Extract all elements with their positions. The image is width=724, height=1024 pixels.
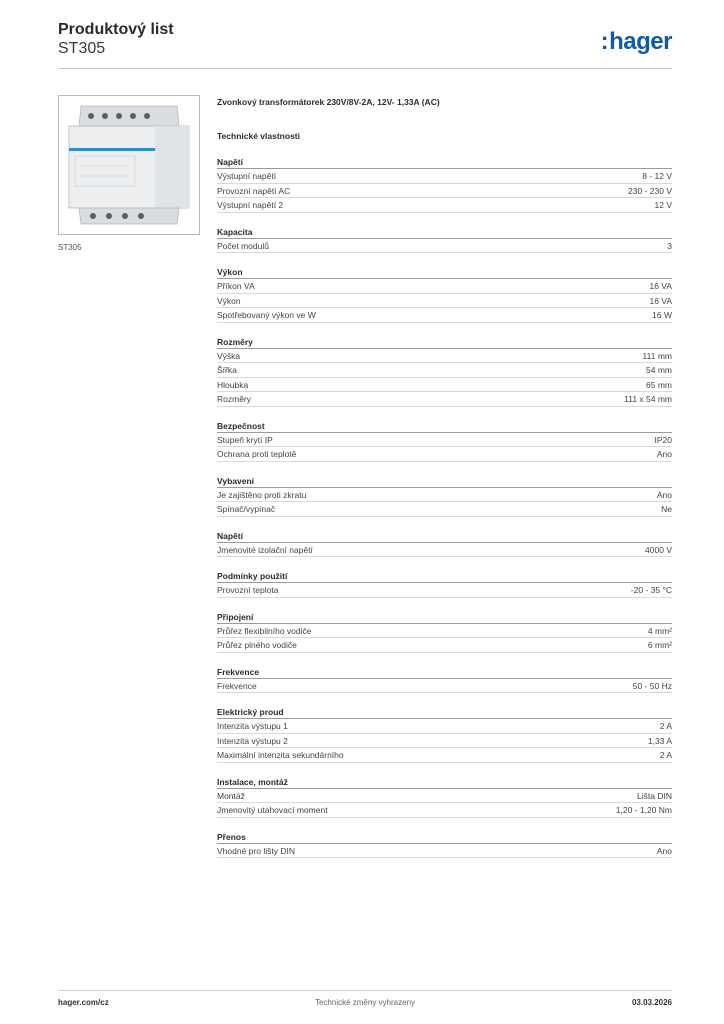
product-caption: ST305 <box>58 243 82 252</box>
hager-logo: :hager <box>600 28 672 55</box>
footer-website: hager.com/cz <box>58 998 109 1007</box>
spec-row <box>217 502 672 517</box>
spec-value: 1,20 - 1,20 Nm <box>615 805 672 815</box>
spec-label: Spotřebovaný výkon ve W <box>217 310 316 320</box>
footer-disclaimer: Technické změny vyhrazeny <box>314 998 416 1007</box>
spec-label: Rozměry <box>217 394 252 404</box>
spec-section <box>217 610 672 653</box>
spec-value: 1,33 A <box>647 735 672 746</box>
spec-row <box>217 488 672 503</box>
spec-label: Ochrana proti teplotě <box>217 449 297 459</box>
spec-row <box>217 184 672 199</box>
spec-section <box>217 474 672 517</box>
section-title: Frekvence <box>217 665 672 679</box>
spec-label: Průřez plného vodiče <box>217 640 297 650</box>
spec-section <box>217 225 672 254</box>
tech-properties-heading: Technické vlastnosti <box>217 131 300 141</box>
spec-section <box>217 705 672 763</box>
spec-value: 111 x 54 mm <box>624 394 672 404</box>
spec-label: Frekvence <box>217 680 257 691</box>
spec-label: Maximální intenzita sekundárního <box>217 750 344 760</box>
spec-row <box>217 349 672 364</box>
spec-row <box>217 624 672 639</box>
spec-row <box>217 789 672 804</box>
spec-row <box>217 169 672 184</box>
page-footer <box>58 998 672 1010</box>
footer-divider <box>58 990 672 991</box>
section-title: Výkon <box>217 265 672 279</box>
spec-value: Ano <box>656 489 672 500</box>
spec-value: 4000 V <box>645 544 672 555</box>
spec-label: Intenzita výstupu 1 <box>217 721 288 731</box>
section-title: Přenos <box>217 830 672 844</box>
section-title: Podmínky použití <box>217 569 672 583</box>
spec-value: 111 mm <box>642 350 672 361</box>
spec-row <box>217 279 672 294</box>
spec-row <box>217 363 672 378</box>
spec-sections <box>217 155 672 858</box>
spec-row <box>217 734 672 749</box>
spec-label: Provozní teplota <box>217 585 279 595</box>
spec-label: Jmenovitý utahovací moment <box>217 805 328 815</box>
spec-section <box>217 335 672 407</box>
spec-section <box>217 830 672 859</box>
spec-section <box>217 569 672 598</box>
spec-row <box>217 583 672 598</box>
spec-row <box>217 719 672 734</box>
spec-label: Jmenovité izolační napětí <box>217 544 313 555</box>
spec-label: Hloubka <box>217 379 249 390</box>
spec-row <box>217 543 672 558</box>
spec-label: Průřez flexibilního vodiče <box>217 625 312 636</box>
accent-stripe <box>69 148 155 151</box>
footer-date: 03.03.2026 <box>631 998 672 1007</box>
spec-value: 16 VA <box>649 295 672 306</box>
spec-value: 12 V <box>654 200 672 210</box>
section-title: Rozměry <box>217 335 672 349</box>
spec-row <box>217 378 672 393</box>
spec-label: Montáž <box>217 790 245 801</box>
spec-row <box>217 748 672 763</box>
section-title: Instalace, montáž <box>217 775 672 789</box>
spec-value: Lišta DIN <box>637 790 672 801</box>
spec-label: Vhodné pro lišty DIN <box>217 845 295 856</box>
spec-label: Počet modulů <box>217 240 269 251</box>
spec-value: 54 mm <box>646 365 672 375</box>
section-title: Vybavení <box>217 474 672 488</box>
spec-row <box>217 447 672 462</box>
product-name: Zvonkový transformátorek 230V/8V-2A, 12V- 1,33A (AC) <box>217 97 440 107</box>
spec-label: Intenzita výstupu 2 <box>217 735 288 746</box>
spec-value: Ano <box>656 449 672 459</box>
spec-label: Provozní napětí AC <box>217 185 291 196</box>
spec-row <box>217 433 672 448</box>
spec-label: Šířka <box>217 365 237 375</box>
section-title: Napětí <box>217 155 672 169</box>
spec-value: 16 W <box>652 310 672 320</box>
section-title: Bezpečnost <box>217 419 672 433</box>
spec-label: Výkon <box>217 295 241 306</box>
spec-table <box>217 95 672 858</box>
spec-row <box>217 308 672 323</box>
spec-value: Ne <box>661 504 672 514</box>
spec-value: 4 mm² <box>647 625 672 636</box>
spec-row <box>217 679 672 694</box>
spec-row <box>217 392 672 407</box>
transformer-image <box>59 96 199 234</box>
section-title: Napětí <box>217 529 672 543</box>
page-header <box>58 20 672 68</box>
section-title: Připojení <box>217 610 672 624</box>
spec-row <box>217 198 672 213</box>
spec-value: 2 A <box>659 750 672 760</box>
spec-value: 2 A <box>659 721 672 731</box>
spec-section <box>217 529 672 558</box>
spec-label: Výstupní napětí 2 <box>217 200 284 210</box>
spec-value: 8 - 12 V <box>642 171 672 181</box>
spec-label: Výška <box>217 350 241 361</box>
spec-section <box>217 265 672 323</box>
page-subtitle: ST305 <box>58 40 106 57</box>
spec-label: Spínač/vypínač <box>217 504 276 514</box>
header-divider <box>58 68 672 69</box>
spec-section <box>217 775 672 818</box>
spec-row <box>217 239 672 254</box>
spec-section <box>217 419 672 462</box>
spec-row <box>217 803 672 818</box>
spec-label: Výstupní napětí <box>217 171 277 181</box>
spec-row <box>217 638 672 653</box>
spec-label: Stupeň krytí IP <box>217 434 273 445</box>
spec-row <box>217 844 672 859</box>
spec-value: IP20 <box>654 434 672 445</box>
section-title: Kapacita <box>217 225 672 239</box>
spec-value: 50 - 50 Hz <box>632 680 672 691</box>
spec-section <box>217 155 672 213</box>
spec-value: 16 VA <box>649 281 672 291</box>
spec-value: 65 mm <box>646 379 672 390</box>
spec-value: 6 mm² <box>647 640 672 650</box>
product-image <box>58 95 200 235</box>
section-title: Elektrický proud <box>217 705 672 719</box>
spec-value: Ano <box>656 845 672 856</box>
spec-value: 230 - 230 V <box>628 185 672 196</box>
spec-row <box>217 294 672 309</box>
spec-label: Je zajištěno proti zkratu <box>217 489 307 500</box>
page-title: Produktový list <box>58 21 174 38</box>
spec-section <box>217 665 672 694</box>
spec-value: 3 <box>667 240 672 251</box>
spec-value: -20 - 35 °C <box>630 585 672 595</box>
spec-label: Příkon VA <box>217 281 255 291</box>
